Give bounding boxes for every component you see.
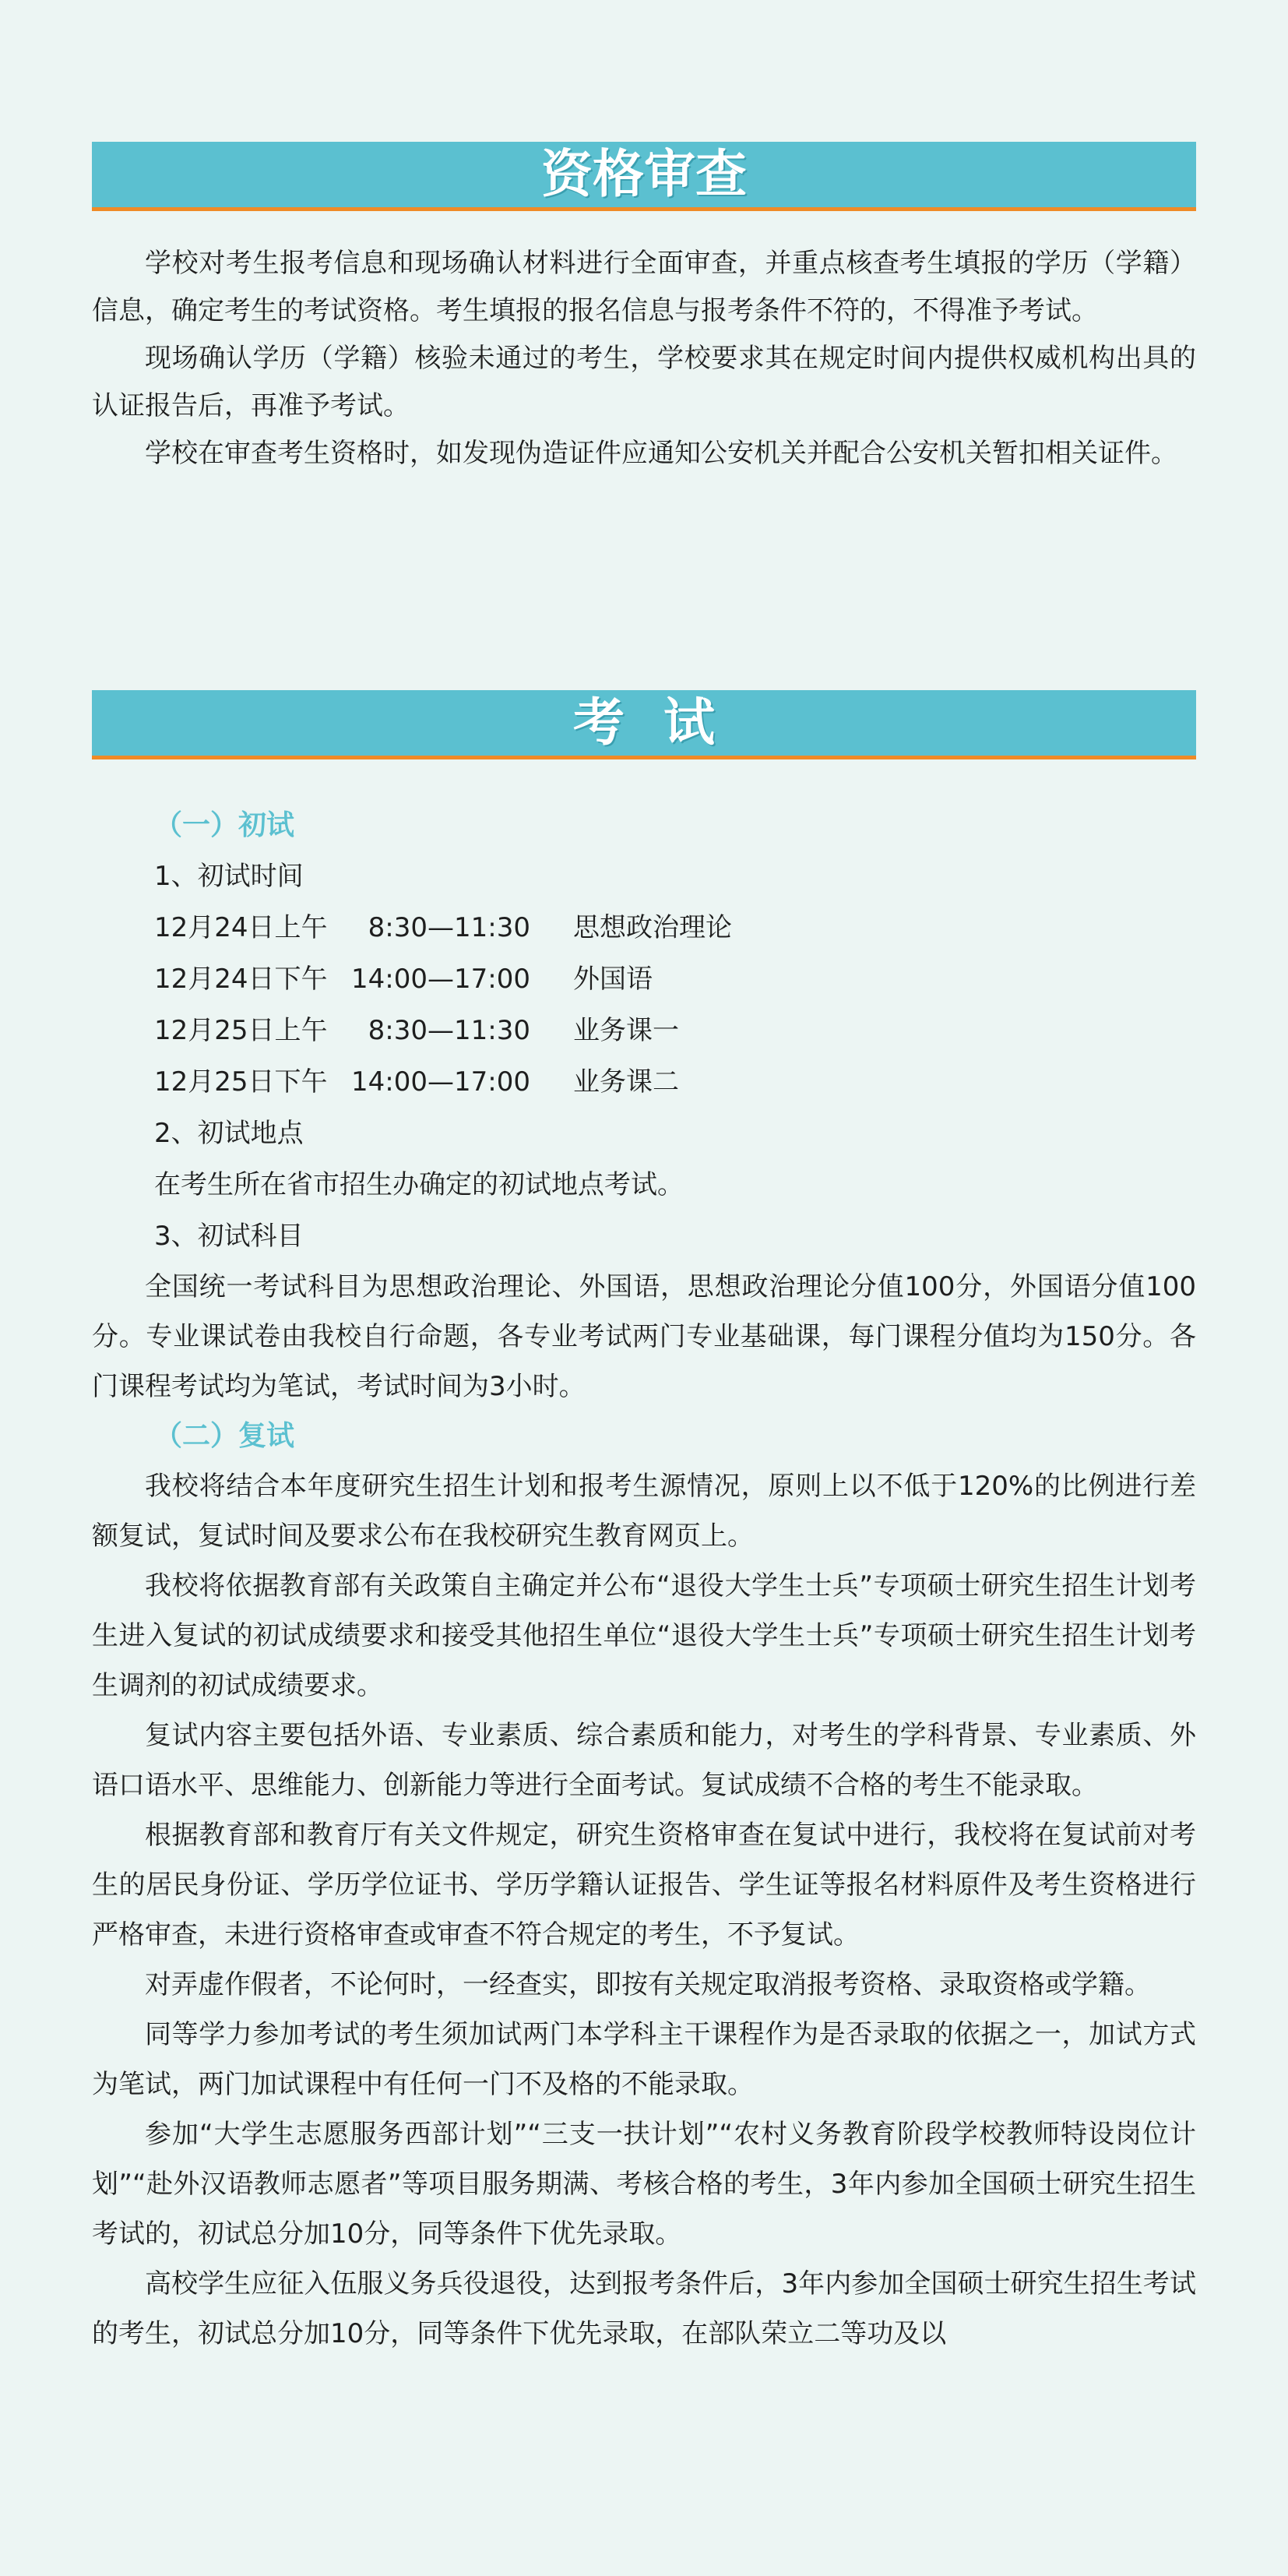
schedule-subject: 业务课二 (573, 1066, 679, 1098)
retest-paragraph: 我校将依据教育部有关政策自主确定并公布“退役大学生士兵”专项硕士研究生招生计划考生进入复试的初试成绩要求和接受其他招生单位“退役大学生士兵”专项硕士研究生招生计划考生调剂的初试成绩要求。 (92, 1570, 1196, 1701)
preliminary-time-label: 1、初试时间 (154, 861, 304, 892)
exam-title: 考试 (573, 692, 754, 752)
schedule-time: 14:00—17:00 (351, 1066, 530, 1098)
schedule-row (92, 1056, 1196, 1108)
preliminary-heading: （一）初试 (154, 809, 295, 841)
preliminary-location-label: 2、初试地点 (154, 1118, 304, 1149)
page (92, 0, 1196, 2349)
retest-paragraph: 我校将结合本年度研究生招生计划和报考生源情况，原则上以不低于120%的比例进行差额复试，复试时间及要求公布在我校研究生教育网页上。 (92, 1471, 1196, 1552)
qualification-title: 资格审查 (541, 144, 747, 204)
exam-section (92, 801, 1196, 2359)
qualification-paragraph: 学校在审查考生资格时，如发现伪造证件应通知公安机关并配合公安机关暂扣相关证件。 (145, 438, 1177, 469)
retest-paragraph: 根据教育部和教育厅有关文件规定，研究生资格审查在复试中进行，我校将在复试前对考生的居民身份证、学历学位证书、学历学籍认证报告、学生证等报名材料原件及考生资格进行严格审查，未进行资格审查或审查不符合规定的考生，不予复试。 (92, 1820, 1196, 1951)
schedule-row (92, 1005, 1196, 1056)
retest-paragraph: 高校学生应征入伍服义务兵役退役，达到报考条件后，3年内参加全国硕士研究生招生考试的考生，初试总分加10分，同等条件下优先录取，在部队荣立二等功及以 (92, 2268, 1196, 2349)
qualification-banner (92, 142, 1196, 211)
schedule-time: 8:30—11:30 (368, 1015, 530, 1046)
preliminary-location-text: 在考生所在省市招生办确定的初试地点考试。 (154, 1169, 684, 1200)
schedule-subject: 业务课一 (573, 1015, 679, 1046)
retest-paragraph: 同等学力参加考试的考生须加试两门本学科主干课程作为是否录取的依据之一，加试方式为笔试，两门加试课程中有任何一门不及格的不能录取。 (92, 2019, 1196, 2100)
schedule-date: 12月24日下午 (154, 964, 328, 995)
retest-paragraph: 复试内容主要包括外语、专业素质、综合素质和能力，对考生的学科背景、专业素质、外语口语水平、思维能力、创新能力等进行全面考试。复试成绩不合格的考生不能录取。 (92, 1720, 1196, 1801)
schedule-row (92, 953, 1196, 1005)
qualification-section (92, 240, 1196, 477)
preliminary-subjects-label: 3、初试科目 (154, 1221, 304, 1252)
schedule-subject: 外国语 (573, 964, 653, 995)
schedule-row (92, 902, 1196, 953)
schedule-table (92, 902, 1196, 1108)
preliminary-subjects-text: 全国统一考试科目为思想政治理论、外国语，思想政治理论分值100分，外国语分值100分。专业课试卷由我校自行命题，各专业考试两门专业基础课，每门课程分值均为150分。各门课程考试均为笔试，考试时间为3小时。 (92, 1271, 1196, 1402)
retest-paragraph: 参加“大学生志愿服务西部计划”“三支一扶计划”“农村义务教育阶段学校教师特设岗位计划”“赴外汉语教师志愿者”等项目服务期满、考核合格的考生，3年内参加全国硕士研究生招生考试的，初试总分加10分，同等条件下优先录取。 (92, 2119, 1196, 2250)
retest-heading: （二）复试 (154, 1420, 295, 1452)
qualification-paragraph: 学校对考生报考信息和现场确认材料进行全面审查，并重点核查考生填报的学历（学籍）信息，确定考生的考试资格。考生填报的报名信息与报考条件不符的，不得准予考试。 (92, 248, 1196, 326)
schedule-time: 14:00—17:00 (351, 964, 530, 995)
retest-paragraph: 对弄虚作假者，不论何时，一经查实，即按有关规定取消报考资格、录取资格或学籍。 (145, 1969, 1151, 2000)
schedule-date: 12月25日下午 (154, 1066, 328, 1098)
schedule-time: 8:30—11:30 (368, 912, 530, 943)
schedule-date: 12月25日上午 (154, 1015, 328, 1046)
schedule-subject: 思想政治理论 (573, 912, 732, 943)
schedule-date: 12月24日上午 (154, 912, 328, 943)
exam-banner (92, 690, 1196, 759)
qualification-paragraph: 现场确认学历（学籍）核验未通过的考生，学校要求其在规定时间内提供权威机构出具的认证报告后，再准予考试。 (92, 343, 1196, 421)
